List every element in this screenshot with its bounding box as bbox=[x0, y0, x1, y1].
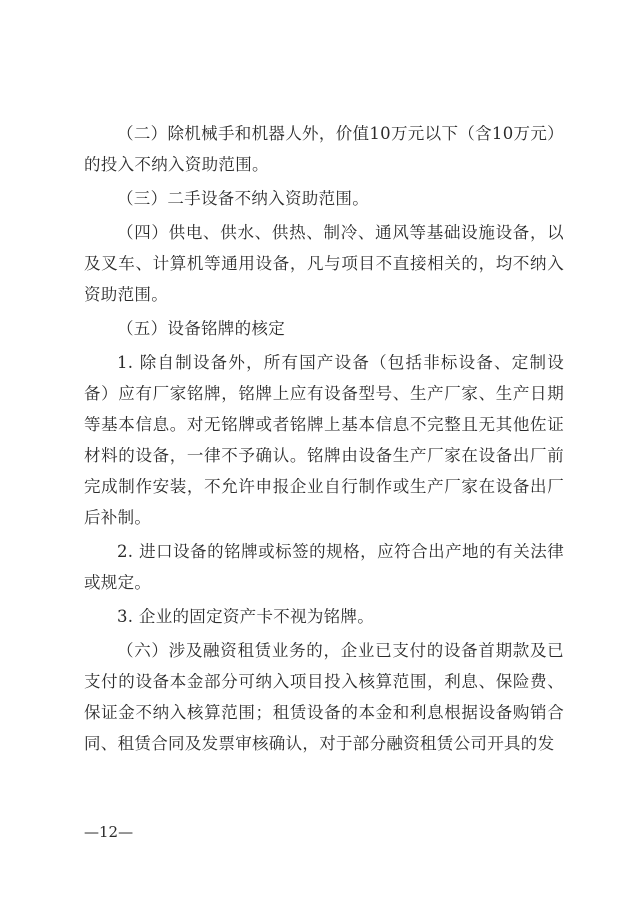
paragraph-5-3-asset-card: 3. 企业的固定资产卡不视为铭牌。 bbox=[117, 607, 375, 626]
paragraph-6-financial-leasing: （六）涉及融资租赁业务的，企业已支付的设备首期款及已支付的设备本金部分可纳入项目投入核算范围，利息、保险费、保证金不纳入核算范围；租赁设备的本金和利息根据设备购销合同、租赁合同及发票审核确认，对于部分融资租赁公司开具的发 bbox=[84, 641, 564, 753]
page-number: —12— bbox=[84, 823, 134, 841]
paragraph-5-1-domestic-nameplate: 1. 除自制设备外，所有国产设备（包括非标设备、定制设备）应有厂家铭牌，铭牌上应有设备型号、生产厂家、生产日期等基本信息。对无铭牌或者铭牌上基本信息不完整且无其他佐证材料的设备，一律不予确认。铭牌由设备生产厂家在设备出厂前完成制作安装，不允许申报企业自行制作或生产厂家在设备出厂后补制。 bbox=[84, 353, 564, 527]
paragraph-5-2-imported-nameplate: 2. 进口设备的铭牌或标签的规格，应符合出产地的有关法律或规定。 bbox=[84, 542, 564, 592]
paragraph-3-second-hand: （三）二手设备不纳入资助范围。 bbox=[117, 189, 369, 208]
paragraph-4-infrastructure: （四）供电、供水、供热、制冷、通风等基础设施设备，以及叉车、计算机等通用设备，凡与项目不直接相关的，均不纳入资助范围。 bbox=[84, 223, 564, 304]
section-5-heading: （五）设备铭牌的核定 bbox=[117, 319, 285, 338]
document-body bbox=[84, 118, 564, 762]
paragraph-2-equipment-value: （二）除机械手和机器人外，价值10万元以下（含10万元）的投入不纳入资助范围。 bbox=[84, 124, 564, 174]
